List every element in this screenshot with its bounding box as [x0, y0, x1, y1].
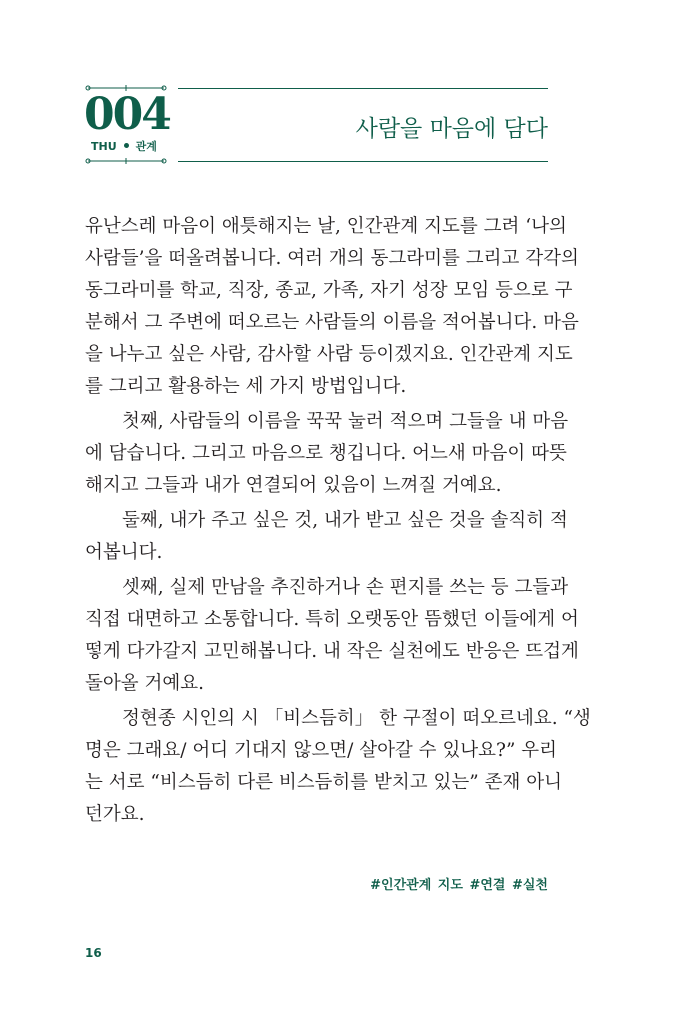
- paragraph: [85, 572, 579, 700]
- ornament-bottom: [85, 157, 167, 165]
- text-line: 어봅니다.: [85, 542, 163, 563]
- text-line: 던가요.: [85, 804, 145, 825]
- body-text: [85, 211, 591, 834]
- bullet-icon: [124, 143, 129, 148]
- text-line: 를 그리고 활용하는 세 가지 방법입니다.: [85, 376, 407, 397]
- paragraph: [85, 505, 568, 569]
- paragraph: [85, 703, 591, 831]
- paragraph: [85, 406, 569, 502]
- page-number: 16: [85, 946, 102, 960]
- entry-number: 004: [84, 89, 170, 140]
- hashtags: #인간관계 지도 #연결 #실천: [370, 878, 548, 893]
- day-label: THU: [91, 140, 117, 153]
- header-rule-top: [178, 88, 548, 89]
- text-line: 는 서로 “비스듬히 다른 비스듬히를 받치고 있는” 존재 아니: [85, 772, 562, 793]
- text-line: 직접 대면하고 소통합니다. 특히 오랫동안 뜸했던 이들에게 어: [85, 609, 579, 630]
- text-line: 사람들’을 떠올려봅니다. 여러 개의 동그라미를 그리고 각각의: [85, 248, 579, 269]
- header-rule-bottom: [178, 161, 548, 162]
- text-line: 해지고 그들과 내가 연결되어 있음이 느껴질 거예요.: [85, 475, 502, 496]
- text-line: 떻게 다가갈지 고민해봅니다. 내 작은 실천에도 반응은 뜨겁게: [85, 641, 579, 662]
- text-line: 둘째, 내가 주고 싶은 것, 내가 받고 싶은 것을 솔직히 적: [122, 510, 568, 531]
- text-line: 첫째, 사람들의 이름을 꾹꾹 눌러 적으며 그들을 내 마음: [122, 411, 569, 432]
- text-line: 에 담습니다. 그리고 마음으로 챙깁니다. 어느새 마음이 따뜻: [85, 443, 567, 464]
- text-line: 셋째, 실제 만남을 추진하거나 손 편지를 쓰는 등 그들과: [122, 577, 569, 598]
- text-line: 명은 그래요/ 어디 기대지 않으면/ 살아갈 수 있나요?” 우리: [85, 740, 558, 761]
- page-title: 사람을 마음에 담다: [355, 116, 548, 142]
- category-label: 관계: [135, 140, 157, 153]
- text-line: 돌아올 거예요.: [85, 673, 204, 694]
- entry-day-category: [91, 138, 157, 154]
- text-line: 을 나누고 싶은 사람, 감사할 사람 등이겠지요. 인간관계 지도: [85, 344, 573, 365]
- text-line: 정현종 시인의 시 「비스듬히」 한 구절이 떠오르네요. “생: [122, 708, 591, 729]
- text-line: 동그라미를 학교, 직장, 종교, 가족, 자기 성장 모임 등으로 구: [85, 280, 573, 301]
- paragraph: [85, 211, 579, 403]
- text-line: 분해서 그 주변에 떠오르는 사람들의 이름을 적어봅니다. 마음: [85, 312, 579, 333]
- text-line: 유난스레 마음이 애틋해지는 날, 인간관계 지도를 그려 ‘나의: [85, 216, 567, 237]
